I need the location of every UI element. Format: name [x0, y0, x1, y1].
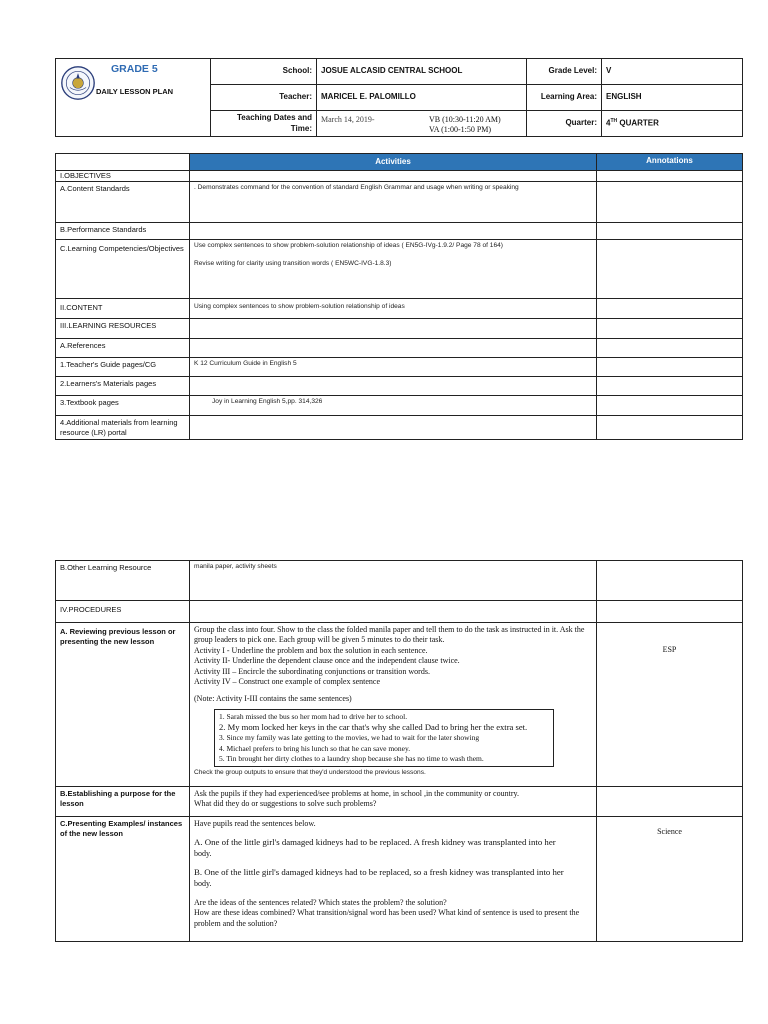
other-resource-label: B.Other Learning Resource: [56, 561, 190, 601]
competency-2: Revise writing for clarity using transition words ( EN5WC-IVG-1.8.3): [194, 260, 392, 268]
quarter-value: 4TH QUARTER: [602, 111, 743, 137]
competencies-cell: [190, 239, 597, 298]
competency-1: Use complex sentences to show problem-solution relationship of ideas ( EN5G-IVg-1.9.2/ Page 78 of 164): [194, 241, 503, 249]
time-vb: VB (10:30-11:20 AM): [429, 115, 501, 124]
reviewing-label: A. Reviewing previous lesson or presenting the new lesson: [56, 623, 190, 787]
sentence-3: 3. Since my family was late getting to the movies, we had to wait for the later showing: [219, 733, 480, 743]
objectives-label: I.OBJECTIVES: [56, 171, 190, 182]
sentence-5: 5. Tin brought her dirty clothes to a laundry shop because she has no time to wash them.: [219, 753, 484, 763]
other-resource-text: manila paper, activity sheets: [190, 561, 597, 601]
establishing-cell: [190, 787, 597, 817]
deped-seal-icon: [60, 65, 96, 101]
sentence-2: 2. My mom locked her keys in the car that's why she called Dad to bring her the extra set.: [219, 721, 528, 732]
sentence-b: B. One of the little girl's damaged kidneys had to be replaced, so a fresh kidney was transplanted into her: [194, 867, 564, 878]
activity-1: Activity I - Underline the problem and box the solution in each sentence.: [194, 645, 428, 655]
references-label: A.References: [56, 338, 190, 357]
quarter-label: Quarter:: [527, 111, 602, 137]
additional-materials-label: 4.Additional materials from learning resource (LR) portal: [56, 415, 190, 440]
learning-resources-label: III.LEARNING RESOURCES: [56, 318, 190, 338]
content-standards-label: A.Content Standards: [56, 181, 190, 222]
teachers-guide-text: K 12 Curriculum Guide in English 5: [190, 357, 597, 376]
teachers-guide-label: 1.Teacher's Guide pages/CG: [56, 357, 190, 376]
learning-area-label: Learning Area:: [527, 85, 602, 111]
dates-value: March 14, 2019-: [321, 115, 375, 124]
grade-title: GRADE 5: [111, 63, 158, 75]
establishing-text-1: Ask the pupils if they had experienced/see problems at home, in school ,in the community or country.: [194, 789, 519, 798]
establishing-label: B.Establishing a purpose for the lesson: [56, 787, 190, 817]
check-outputs: Check the group outputs to ensure that they'd understood the previous lessons.: [194, 768, 426, 776]
school-value: JOSUE ALCASID CENTRAL SCHOOL: [317, 59, 527, 85]
sentence-1: 1. Sarah missed the bus so her mom had to drive her to school.: [219, 711, 408, 721]
reviewing-intro: Group the class into four. Show to the class the folded manila paper and tell them to do the task as instructed in it. Ask the group leaders to pick one. Each group will be given 5 minutes to do their task.: [194, 625, 585, 645]
logo-cell: [56, 59, 211, 137]
note: (Note: Activity I-III contains the same sentences): [194, 694, 352, 704]
presenting-intro: Have pupils read the sentences below.: [194, 819, 316, 828]
competencies-label: C.Learning Competencies/Objectives: [56, 239, 190, 298]
learning-area-value: ENGLISH: [602, 85, 743, 111]
school-label: School:: [211, 59, 317, 85]
time-va: VA (1:00-1:50 PM): [429, 125, 492, 134]
lesson-table-objectives: [55, 153, 743, 440]
sentence-a-end: body.: [194, 848, 212, 858]
textbook-label: 3.Textbook pages: [56, 395, 190, 415]
header-table: [55, 58, 743, 137]
activity-2: Activity II- Underline the dependent clause once and the independent clause twice.: [194, 656, 460, 666]
textbook-text: Joy in Learning English 5,pp. 314,326: [190, 395, 597, 415]
performance-standards-label: B.Performance Standards: [56, 222, 190, 239]
presenting-label: C.Presenting Examples/ instances of the new lesson: [56, 817, 190, 942]
activities-header: Activities: [190, 154, 597, 171]
dates-value-cell: [317, 111, 527, 137]
establishing-text-2: What did they do or suggestions to solve such problems?: [194, 799, 377, 809]
procedures-label: IV.PROCEDURES: [56, 601, 190, 623]
content-label: II.CONTENT: [56, 298, 190, 318]
teacher-value: MARICEL E. PALOMILLO: [317, 85, 527, 111]
content-standards-text: . Demonstrates command for the convention of standard English Grammar and usage when writing or speaking: [190, 181, 597, 222]
lesson-table-procedures: [55, 560, 743, 942]
grade-level-value: V: [602, 59, 743, 85]
annotations-header: Annotations: [597, 154, 743, 171]
sentence-box: [214, 709, 554, 767]
presenting-annotation: Science: [597, 817, 743, 942]
sentence-b-end: body.: [194, 878, 212, 888]
teacher-label: Teacher:: [211, 85, 317, 111]
questions-2: How are these ideas combined? What transition/signal word has been used? What kind of sentence is used to present the problem and the solution?: [194, 908, 580, 928]
reviewing-cell: [190, 623, 597, 787]
plan-title: DAILY LESSON PLAN: [96, 87, 174, 96]
questions-1: Are the ideas of the sentences related? Which states the problem? the solution?: [194, 898, 447, 908]
dates-label: Teaching Dates and Time:: [211, 111, 317, 137]
activity-4: Activity IV – Construct one example of complex sentence: [194, 676, 381, 686]
learners-materials-label: 2.Learners's Materials pages: [56, 376, 190, 395]
sentence-a: A. One of the little girl's damaged kidneys had to be replaced. A fresh kidney was transplanted into her: [194, 837, 556, 848]
reviewing-annotation: ESP: [597, 623, 743, 787]
activity-3: Activity III – Encircle the subordinating conjunctions or transition words.: [194, 666, 430, 676]
grade-level-label: Grade Level:: [527, 59, 602, 85]
sentence-4: 4. Michael prefers to bring his lunch so that he can save money.: [219, 743, 411, 753]
content-text: Using complex sentences to show problem-solution relationship of ideas: [190, 298, 597, 318]
presenting-cell: [190, 817, 597, 942]
